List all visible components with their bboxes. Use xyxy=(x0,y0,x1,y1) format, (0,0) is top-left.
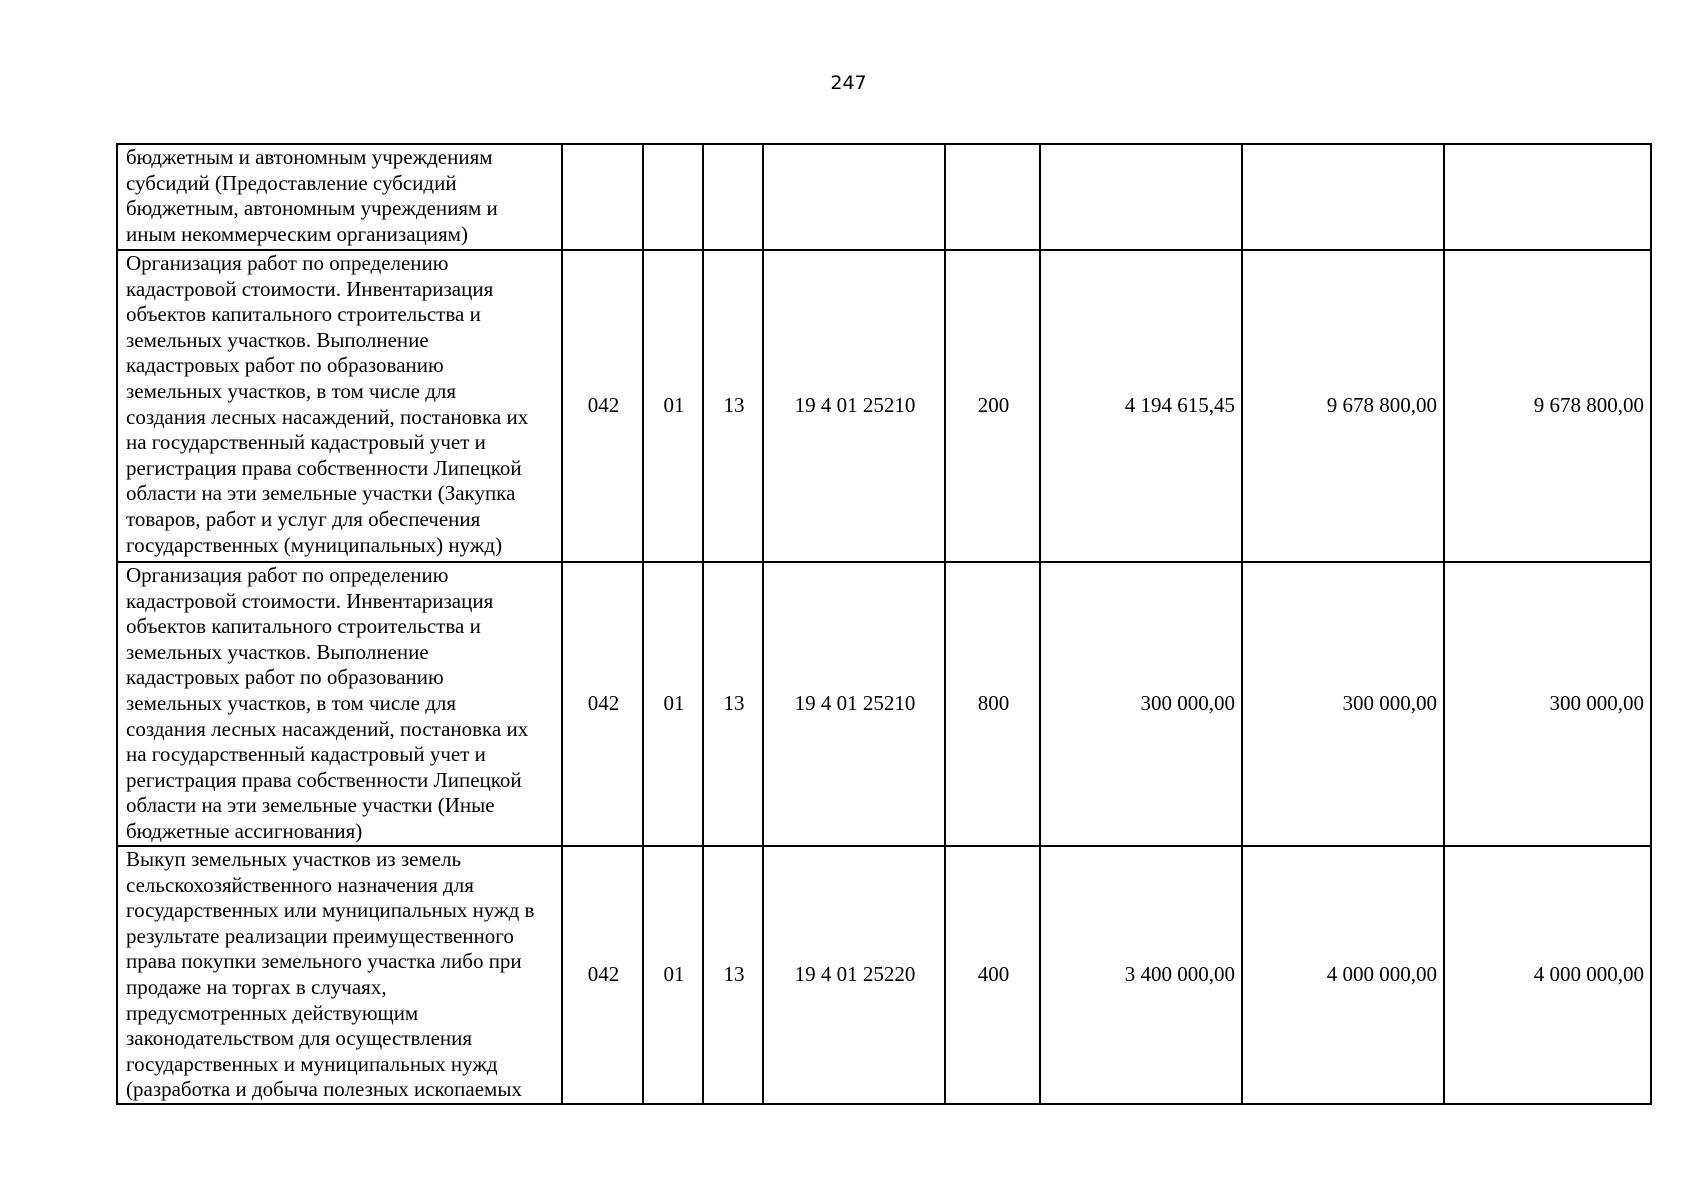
description-line: государственных (муниципальных) нужд) xyxy=(126,532,503,557)
amount-2-cell: 300 000,00 xyxy=(1242,562,1444,846)
target-article-cell: 19 4 01 25210 xyxy=(763,562,945,846)
subsection-code-cell: 13 xyxy=(703,562,763,846)
ministry-code-cell: 042 xyxy=(562,846,643,1104)
table-row xyxy=(117,562,1651,846)
target-article-cell xyxy=(763,144,945,250)
description-line: иным некоммерческим организациям) xyxy=(126,221,468,246)
target-article-cell: 19 4 01 25220 xyxy=(763,846,945,1104)
amount-1-cell xyxy=(1040,144,1242,250)
description-line: бюджетные ассигнования) xyxy=(126,818,363,843)
description-line: бюджетным и автономным учреждениям xyxy=(126,145,493,169)
amount-2-cell: 9 678 800,00 xyxy=(1242,250,1444,562)
expense-type-cell: 800 xyxy=(945,562,1040,846)
description-line: земельных участков. Выполнение xyxy=(126,327,429,352)
description-line: области на эти земельные участки (Закупка xyxy=(126,481,516,506)
subsection-code-cell: 13 xyxy=(703,250,763,562)
amount-1-cell: 3 400 000,00 xyxy=(1040,846,1242,1104)
page-number: 247 xyxy=(830,72,867,94)
description-line: на государственный кадастровый учет и xyxy=(126,430,486,455)
description-line: объектов капитального строительства и xyxy=(126,302,481,327)
description-line: регистрация права собственности Липецкой xyxy=(126,455,522,480)
description-line: товаров, работ и услуг для обеспечения xyxy=(126,506,481,531)
description-line: государственных и муниципальных нужд xyxy=(126,1051,498,1076)
description-line: Организация работ по определению xyxy=(126,563,449,587)
budget-table xyxy=(116,143,1652,1105)
amount-3-cell: 4 000 000,00 xyxy=(1444,846,1651,1104)
description-line: результате реализации преимущественного xyxy=(126,923,514,948)
amount-1-cell: 300 000,00 xyxy=(1040,562,1242,846)
description-line: объектов капитального строительства и xyxy=(126,614,481,639)
row-description xyxy=(117,846,562,1104)
description-line: области на эти земельные участки (Иные xyxy=(126,793,495,818)
table-row xyxy=(117,846,1651,1104)
description-line: на государственный кадастровый учет и xyxy=(126,742,486,767)
description-line: кадастровых работ по образованию xyxy=(126,665,444,690)
expense-type-cell: 400 xyxy=(945,846,1040,1104)
description-line: кадастровой стоимости. Инвентаризация xyxy=(126,276,494,301)
row-description xyxy=(117,562,562,846)
description-line: (разработка и добыча полезных ископаемых xyxy=(126,1077,522,1102)
amount-2-cell: 4 000 000,00 xyxy=(1242,846,1444,1104)
description-line: права покупки земельного участка либо при xyxy=(126,949,522,974)
description-line: земельных участков. Выполнение xyxy=(126,639,429,664)
section-code-cell: 01 xyxy=(643,846,703,1104)
row-description xyxy=(117,250,562,562)
description-line: субсидий (Предоставление субсидий xyxy=(126,170,457,195)
amount-2-cell xyxy=(1242,144,1444,250)
amount-3-cell: 9 678 800,00 xyxy=(1444,250,1651,562)
section-code-cell xyxy=(643,144,703,250)
description-line: законодательством для осуществления xyxy=(126,1026,473,1051)
description-line: бюджетным, автономным учреждениям и xyxy=(126,196,498,221)
subsection-code-cell xyxy=(703,144,763,250)
section-code-cell: 01 xyxy=(643,562,703,846)
expense-type-cell: 200 xyxy=(945,250,1040,562)
expense-type-cell xyxy=(945,144,1040,250)
ministry-code-cell: 042 xyxy=(562,562,643,846)
description-line: государственных или муниципальных нужд в xyxy=(126,898,535,923)
description-line: сельскохозяйственного назначения для xyxy=(126,872,474,897)
description-line: кадастровой стоимости. Инвентаризация xyxy=(126,588,494,613)
subsection-code-cell: 13 xyxy=(703,846,763,1104)
description-line: кадастровых работ по образованию xyxy=(126,353,444,378)
amount-1-cell: 4 194 615,45 xyxy=(1040,250,1242,562)
description-line: Выкуп земельных участков из земель xyxy=(126,847,462,871)
row-description xyxy=(117,144,562,250)
target-article-cell: 19 4 01 25210 xyxy=(763,250,945,562)
table-row xyxy=(117,250,1651,562)
section-code-cell: 01 xyxy=(643,250,703,562)
description-line: создания лесных насаждений, постановка их xyxy=(126,404,529,429)
ministry-code-cell: 042 xyxy=(562,250,643,562)
description-line: земельных участков, в том числе для xyxy=(126,690,457,715)
description-line: предусмотренных действующим xyxy=(126,1000,419,1025)
amount-3-cell: 300 000,00 xyxy=(1444,562,1651,846)
description-line: земельных участков, в том числе для xyxy=(126,378,457,403)
table-row xyxy=(117,144,1651,250)
description-line: Организация работ по определению xyxy=(126,251,449,275)
description-line: продаже на торгах в случаях, xyxy=(126,974,387,999)
ministry-code-cell xyxy=(562,144,643,250)
description-line: регистрация права собственности Липецкой xyxy=(126,767,522,792)
amount-3-cell xyxy=(1444,144,1651,250)
description-line: создания лесных насаждений, постановка их xyxy=(126,716,529,741)
